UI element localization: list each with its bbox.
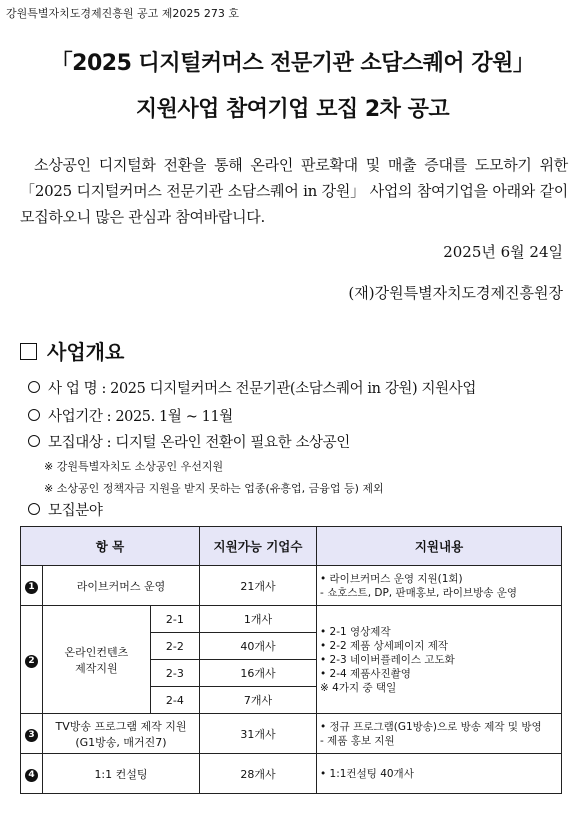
table-header-row — [21, 527, 562, 566]
row-item: 온라인컨텐츠 제작지원 — [42, 606, 150, 714]
target-note-1: ※ 강원특별자치도 소상공인 우선지원 — [44, 460, 224, 473]
overview-item-fields: 모집분야 — [28, 499, 102, 520]
row-count: 21개사 — [200, 566, 317, 606]
row-number: 2 — [21, 606, 43, 714]
circle-bullet-icon — [28, 381, 40, 393]
row-count: 31개사 — [200, 714, 317, 754]
section-title: 사업개요 — [47, 340, 125, 364]
row-number: 1 — [21, 566, 43, 606]
sub-item-code: 2-4 — [150, 687, 199, 714]
circle-bullet-icon — [28, 503, 40, 515]
title-line-2: 지원사업 참여기업 모집 2차 공고 — [135, 97, 450, 122]
sub-item-count: 16개사 — [200, 660, 317, 687]
sub-item-count: 1개사 — [200, 606, 317, 633]
sub-item-count: 40개사 — [200, 633, 317, 660]
title-line-1: 「2025 디지털커머스 전문기관 소담스퀘어 강원」 — [50, 51, 535, 76]
overview-item-project: 사 업 명 : 2025 디지털커머스 전문기관(소담스퀘어 in 강원) 지원사업 — [28, 377, 476, 398]
row-content: • 1:1컨설팅 40개사 — [317, 754, 562, 794]
sub-item-code: 2-3 — [150, 660, 199, 687]
support-fields-table — [20, 526, 562, 794]
row-content: • 정규 프로그램(G1방송)으로 방송 제작 및 방영 - 제품 홍보 지원 — [317, 714, 562, 754]
target-note-2: ※ 소상공인 정책자금 지원을 받지 못하는 업종(유흥업, 금융업 등) 제외 — [44, 482, 384, 495]
circle-bullet-icon — [28, 435, 40, 447]
table-row — [21, 754, 562, 794]
row-item: TV방송 프로그램 제작 지원 (G1방송, 매거진7) — [42, 714, 199, 754]
column-header-item: 항 목 — [21, 527, 200, 566]
row-item: 1:1 컨설팅 — [42, 754, 199, 794]
table-row — [21, 566, 562, 606]
row-number: 4 — [21, 754, 43, 794]
row-content: • 라이브커머스 운영 지원(1회) - 쇼호스트, DP, 판매홍보, 라이브방송 운영 — [317, 566, 562, 606]
row-number: 3 — [21, 714, 43, 754]
column-header-count: 지원가능 기업수 — [200, 527, 317, 566]
notice-number: 강원특별자치도경제진흥원 공고 제2025 273 호 — [6, 7, 239, 20]
sub-item-code: 2-2 — [150, 633, 199, 660]
table-row — [21, 606, 562, 633]
sub-item-count: 7개사 — [200, 687, 317, 714]
intro-paragraph — [20, 152, 568, 230]
issuing-organization: (재)강원특별자치도경제진흥원장 — [348, 284, 563, 302]
circle-bullet-icon — [28, 409, 40, 421]
overview-item-target: 모집대상 : 디지털 온라인 전환이 필요한 소상공인 — [28, 431, 350, 452]
table-row — [21, 714, 562, 754]
overview-item-period: 사업기간 : 2025. 1월 ~ 11월 — [28, 405, 233, 426]
notice-date: 2025년 6월 24일 — [443, 243, 563, 261]
section-heading — [20, 336, 124, 365]
column-header-content: 지원내용 — [317, 527, 562, 566]
row-count: 28개사 — [200, 754, 317, 794]
row-item: 라이브커머스 운영 — [42, 566, 199, 606]
square-bullet-icon — [20, 343, 37, 360]
intro-text: 소상공인 디지털화 전환을 통해 온라인 판로확대 및 매출 증대를 도모하기 위한 「2025 디지털커머스 전문기관 소담스퀘어 in 강원」 사업의 참여기업을 아래와 같이 모집하오니 많은 관심과 참여바랍니다. — [20, 156, 568, 226]
sub-item-code: 2-1 — [150, 606, 199, 633]
row-content: • 2-1 영상제작 • 2-2 제품 상세페이지 제작 • 2-3 네이버플레이스 고도화 • 2-4 제품사진촬영 ※ 4가지 중 택일 — [317, 606, 562, 714]
